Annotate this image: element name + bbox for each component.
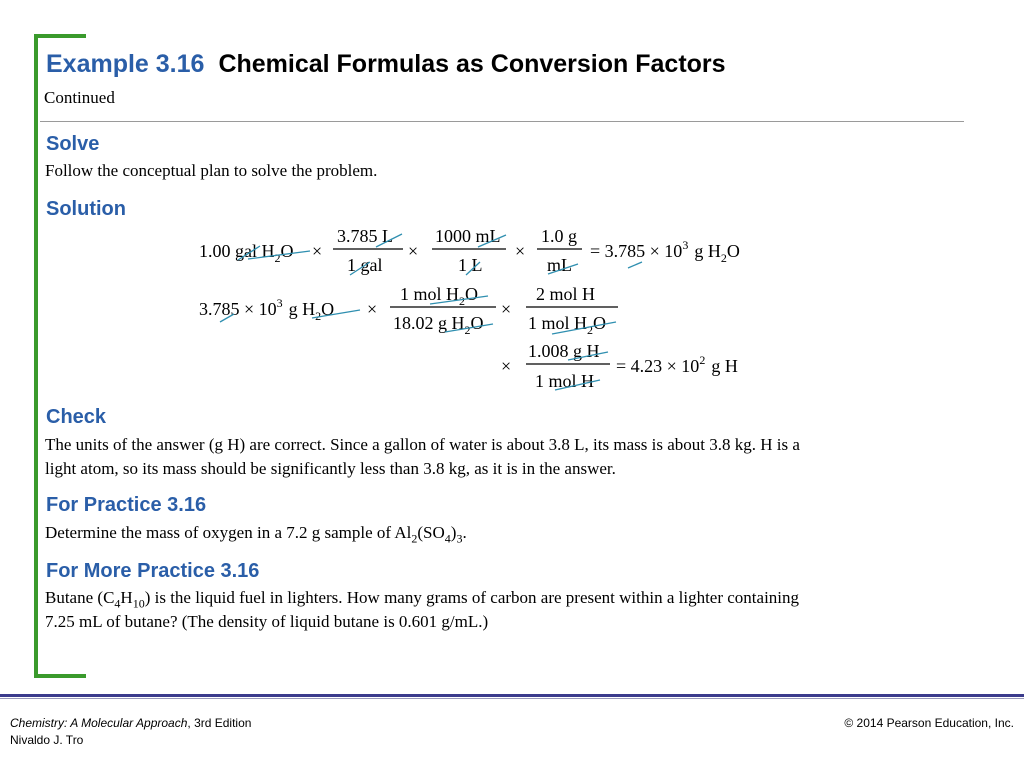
page-title	[46, 50, 726, 79]
header-divider	[40, 121, 964, 122]
eq3-result: = $4.23 \times 10^2$ g H	[616, 353, 738, 376]
eq3-f1-num: 1.008 g H	[528, 341, 600, 361]
equation-2	[199, 284, 618, 337]
check-line-2: light atom, so its mass should be significantly less than 3.8 kg, as it is in the answer.	[45, 459, 616, 478]
more-practice-heading: For More Practice 3.16	[46, 560, 260, 582]
more-practice-line-2: 7.25 mL of butane? (The density of liquid butane is 0.601 g/mL.)	[45, 612, 489, 631]
example-number: Example 3.16	[46, 50, 205, 78]
equation-1	[199, 226, 740, 275]
eq3-f1-den: 1 mol H	[535, 371, 595, 391]
eq1-f1-num: 3.785 L	[337, 226, 393, 246]
eq1-f2-num: 1000 mL	[435, 226, 501, 246]
more-practice-line-1: Butane $(C_4H_{10})$ is the liquid fuel in lighters. How many grams of carbon are present within a lighter containing	[45, 588, 800, 611]
equation-3	[501, 341, 738, 391]
eq1-times-1: ×	[312, 241, 323, 261]
eq1-result: = $3.785 \times 10^3$ g $H_2O$	[590, 238, 740, 265]
eq1-f2-den: 1 L	[458, 255, 483, 275]
example-title: Chemical Formulas as Conversion Factors	[218, 50, 726, 78]
eq2-times-2: ×	[501, 299, 512, 319]
footer-author: Nivaldo J. Tro	[10, 733, 84, 747]
practice-text: Determine the mass of oxygen in a 7.2 g sample of $Al_2(SO_4)_3$.	[45, 523, 467, 546]
solution-heading: Solution	[46, 198, 126, 220]
eq1-f1-den: 1 gal	[347, 255, 383, 275]
check-line-1: The units of the answer (g H) are correct. Since a gallon of water is about 3.8 L, its mass is about 3.8 kg. H is a	[45, 435, 800, 454]
eq1-f3-den: mL	[547, 255, 572, 275]
eq3-times: ×	[501, 356, 512, 376]
footer-copyright: © 2014 Pearson Education, Inc.	[844, 716, 1014, 730]
solution-equations	[190, 220, 790, 400]
eq1-times-3: ×	[515, 241, 526, 261]
solve-heading: Solve	[46, 133, 100, 155]
eq2-f1-num: 1 mol $H_2O$	[400, 284, 479, 308]
footer-divider-thin	[0, 698, 1024, 699]
solve-text: Follow the conceptual plan to solve the problem.	[45, 161, 378, 180]
continued-label: Continued	[44, 88, 115, 107]
eq2-f2-den: 1 mol $H_2O$	[528, 313, 607, 337]
eq2-f2-num: 2 mol H	[536, 284, 596, 304]
eq2-times-1: ×	[367, 299, 378, 319]
footer-edition: , 3rd Edition	[187, 716, 252, 730]
bracket-top-tick	[34, 34, 86, 38]
bracket-bottom-tick	[34, 674, 86, 678]
footer-divider	[0, 694, 1024, 697]
footer-book	[10, 716, 251, 730]
check-heading: Check	[46, 406, 107, 428]
practice-heading: For Practice 3.16	[46, 494, 207, 516]
eq1-f3-num: 1.0 g	[541, 226, 577, 246]
footer-book-title: Chemistry: A Molecular Approach	[10, 716, 188, 730]
eq1-start: 1.00 gal $H_2O$	[199, 241, 294, 265]
eq1-times-2: ×	[408, 241, 419, 261]
eq2-start: $3.785 \times 10^3$ g $H_2O$	[199, 296, 335, 323]
cancel-mark	[628, 262, 642, 268]
eq2-f1-den: 18.02 g $H_2O$	[393, 313, 484, 337]
left-bracket-line	[34, 34, 38, 678]
